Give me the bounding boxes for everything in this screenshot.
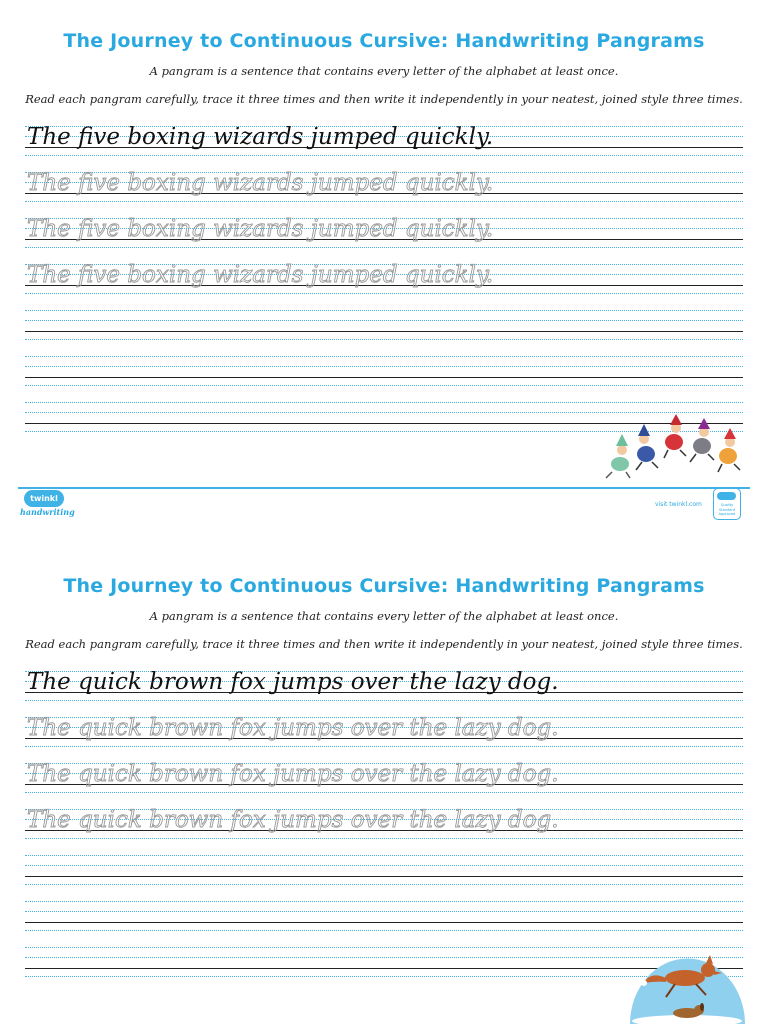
- trace-row[interactable]: [25, 805, 743, 851]
- trace-pangram: The quick brown fox jumps over the lazy dog.: [27, 761, 559, 787]
- twinkl-handwriting-logo: [20, 488, 75, 522]
- worksheet-2: [0, 545, 768, 1024]
- pangram-definition: A pangram is a sentence that contains every letter of the alphabet at least once.: [149, 64, 619, 78]
- trace-row[interactable]: [25, 713, 743, 759]
- instructions: Read each pangram carefully, trace it three times and then write it independently in your neatest, joined style three times.: [25, 92, 743, 106]
- badge-text: Quality Standard Approved: [718, 503, 736, 516]
- trace-row[interactable]: [25, 168, 743, 214]
- visit-link[interactable]: visit twinkl.com: [655, 501, 702, 508]
- trace-row[interactable]: [25, 759, 743, 805]
- footer-divider: [18, 487, 750, 489]
- trace-pangram: The five boxing wizards jumped quickly.: [27, 170, 494, 196]
- instructions: Read each pangram carefully, trace it three times and then write it independently in your neatest, joined style three times.: [25, 637, 743, 651]
- writing-row[interactable]: [25, 897, 743, 943]
- trace-row[interactable]: [25, 260, 743, 306]
- model-pangram: The five boxing wizards jumped quickly.: [27, 124, 494, 150]
- trace-pangram: The five boxing wizards jumped quickly.: [27, 262, 494, 288]
- fox-and-dog-illustration: [630, 945, 745, 1024]
- logo-cloud: twinkl: [24, 490, 64, 507]
- trace-pangram: The quick brown fox jumps over the lazy dog.: [27, 807, 559, 833]
- handwriting-rows: [25, 667, 743, 989]
- trace-pangram: The five boxing wizards jumped quickly.: [27, 216, 494, 242]
- writing-row[interactable]: [25, 352, 743, 398]
- boxing-wizards-illustration: [598, 412, 758, 480]
- worksheet-title: The Journey to Continuous Cursive: Handwriting Pangrams: [63, 575, 705, 597]
- handwriting-rows: [25, 122, 743, 444]
- logo-subtitle: handwriting: [20, 507, 75, 517]
- trace-row[interactable]: [25, 214, 743, 260]
- model-row: [25, 122, 743, 168]
- model-pangram: The quick brown fox jumps over the lazy dog.: [27, 669, 559, 695]
- pangram-definition: A pangram is a sentence that contains every letter of the alphabet at least once.: [149, 609, 619, 623]
- writing-row[interactable]: [25, 851, 743, 897]
- badge-cloud-icon: [717, 492, 736, 500]
- trace-pangram: The quick brown fox jumps over the lazy dog.: [27, 715, 559, 741]
- worksheet-title: The Journey to Continuous Cursive: Handwriting Pangrams: [63, 30, 705, 52]
- quality-badge: [713, 488, 741, 520]
- writing-row[interactable]: [25, 306, 743, 352]
- model-row: [25, 667, 743, 713]
